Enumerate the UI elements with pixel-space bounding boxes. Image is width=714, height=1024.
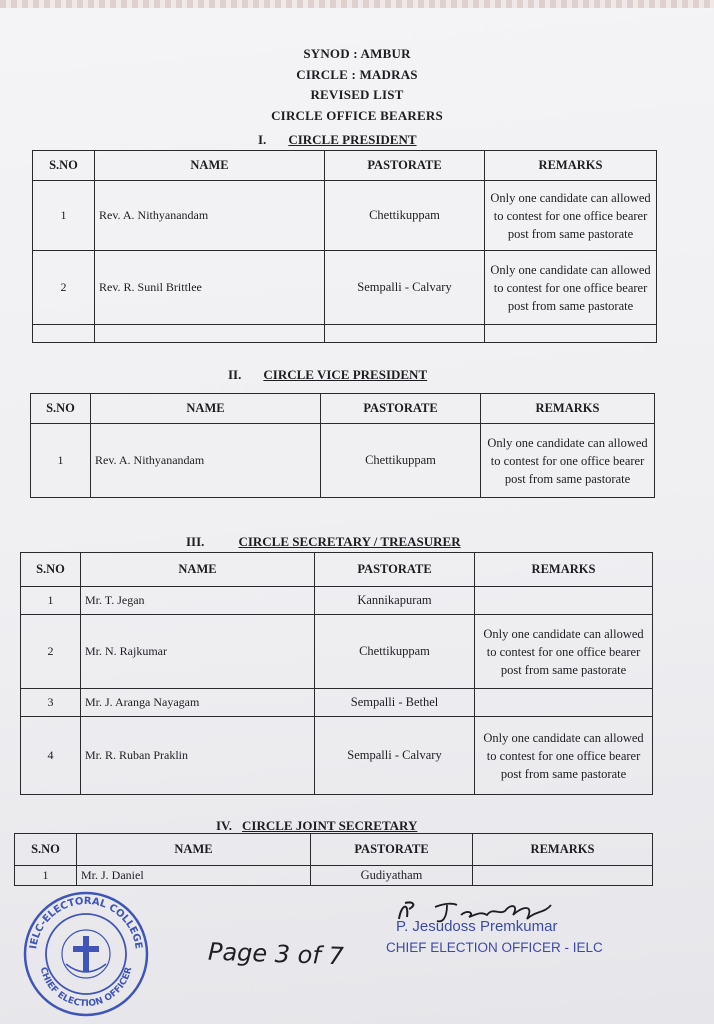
cell-pastorate: Gudiyatham [311, 866, 473, 886]
section-numeral: III. [186, 534, 205, 549]
section-numeral: I. [258, 132, 267, 147]
section-title-joint-secretary [216, 818, 417, 834]
table-row [21, 717, 653, 795]
col-name: NAME [91, 394, 321, 424]
table-header-row [15, 834, 653, 866]
document-title: CIRCLE OFFICE BEARERS [271, 107, 443, 123]
table-row [33, 251, 657, 325]
cell-pastorate: Chettikuppam [315, 615, 475, 689]
section-title-text: CIRCLE PRESIDENT [288, 132, 417, 147]
table-header-row [33, 151, 657, 181]
table-row [15, 866, 653, 886]
seal-bottom-text: CHIEF ELECTION OFFICER [37, 966, 135, 1010]
col-pastorate: PASTORATE [311, 834, 473, 866]
cell-remarks: Only one candidate can allowed to contest for one office bearer post from same pastorate [485, 181, 657, 251]
cell-sno: 1 [15, 866, 77, 886]
col-name: NAME [77, 834, 311, 866]
cell-sno: 1 [31, 424, 91, 498]
cell-name: Rev. A. Nithyanandam [95, 181, 325, 251]
cell-remarks [485, 325, 657, 343]
signatory-title: CHIEF ELECTION OFFICER - IELC [386, 940, 603, 955]
col-pastorate: PASTORATE [321, 394, 481, 424]
table-row [33, 181, 657, 251]
cell-remarks: Only one candidate can allowed to contest for one office bearer post from same pastorate [475, 717, 653, 795]
cell-pastorate: Kannikapuram [315, 587, 475, 615]
cell-sno: 2 [21, 615, 81, 689]
section-title-text: CIRCLE VICE PRESIDENT [263, 367, 428, 382]
col-remarks: REMARKS [481, 394, 655, 424]
col-name: NAME [95, 151, 325, 181]
vice-president-table [30, 393, 655, 498]
cell-name: Mr. R. Ruban Praklin [81, 717, 315, 795]
cell-sno: 4 [21, 717, 81, 795]
circle-line: CIRCLE : MADRAS [296, 66, 418, 82]
col-remarks: REMARKS [485, 151, 657, 181]
cell-pastorate: Sempalli - Calvary [315, 717, 475, 795]
secretary-treasurer-table [20, 552, 653, 795]
electoral-college-seal [22, 890, 150, 1018]
cell-remarks [475, 587, 653, 615]
section-title-president [258, 132, 417, 148]
cell-pastorate: Chettikuppam [325, 181, 485, 251]
col-pastorate: PASTORATE [315, 553, 475, 587]
seal-emblem-icon [62, 930, 110, 978]
cell-name: Mr. J. Aranga Nayagam [81, 689, 315, 717]
table-row [31, 424, 655, 498]
joint-secretary-table [14, 833, 653, 886]
revised-list-line: REVISED LIST [310, 87, 404, 102]
section-title-text: CIRCLE SECRETARY / TREASURER [238, 534, 461, 549]
col-sno: S.NO [15, 834, 77, 866]
section-title-secretary-treasurer [186, 534, 461, 550]
col-pastorate: PASTORATE [325, 151, 485, 181]
cell-remarks [473, 866, 653, 886]
table-row [21, 615, 653, 689]
cell-sno [33, 325, 95, 343]
cell-remarks: Only one candidate can allowed to contest for one office bearer post from same pastorate [485, 251, 657, 325]
cell-name [95, 325, 325, 343]
cell-pastorate [325, 325, 485, 343]
synod-line: SYNOD : AMBUR [303, 46, 411, 61]
col-remarks: REMARKS [475, 553, 653, 587]
col-name: NAME [81, 553, 315, 587]
cell-sno: 2 [33, 251, 95, 325]
table-row [21, 587, 653, 615]
section-title-vice-president [228, 367, 427, 383]
cell-sno: 1 [33, 181, 95, 251]
cell-sno: 1 [21, 587, 81, 615]
cell-name: Mr. T. Jegan [81, 587, 315, 615]
cell-remarks: Only one candidate can allowed to contest for one office bearer post from same pastorate [475, 615, 653, 689]
section-title-text: CIRCLE JOINT SECRETARY [242, 818, 418, 833]
cell-remarks [475, 689, 653, 717]
cell-name: Rev. A. Nithyanandam [91, 424, 321, 498]
table-row [21, 689, 653, 717]
table-header-row [21, 553, 653, 587]
signatory-name: P. Jesudoss Premkumar [396, 918, 558, 935]
table-header-row [31, 394, 655, 424]
page-top-edge [0, 0, 714, 8]
cell-pastorate: Sempalli - Bethel [315, 689, 475, 717]
col-remarks: REMARKS [473, 834, 653, 866]
cell-name: Rev. R. Sunil Brittlee [95, 251, 325, 325]
cell-sno: 3 [21, 689, 81, 717]
table-row-empty [33, 325, 657, 343]
col-sno: S.NO [31, 394, 91, 424]
cell-pastorate: Sempalli - Calvary [325, 251, 485, 325]
section-numeral: II. [228, 367, 242, 382]
handwritten-page-note: Page 3 of 7 [207, 937, 345, 971]
section-numeral: IV. [216, 818, 233, 833]
cell-pastorate: Chettikuppam [321, 424, 481, 498]
cell-name: Mr. N. Rajkumar [81, 615, 315, 689]
president-table [32, 150, 657, 343]
col-sno: S.NO [33, 151, 95, 181]
cell-name: Mr. J. Daniel [77, 866, 311, 886]
cell-remarks: Only one candidate can allowed to contest for one office bearer post from same pastorate [481, 424, 655, 498]
document-header [0, 44, 714, 126]
col-sno: S.NO [21, 553, 81, 587]
seal-top-text: IELC-ELECTORAL COLLEGE [28, 895, 144, 950]
